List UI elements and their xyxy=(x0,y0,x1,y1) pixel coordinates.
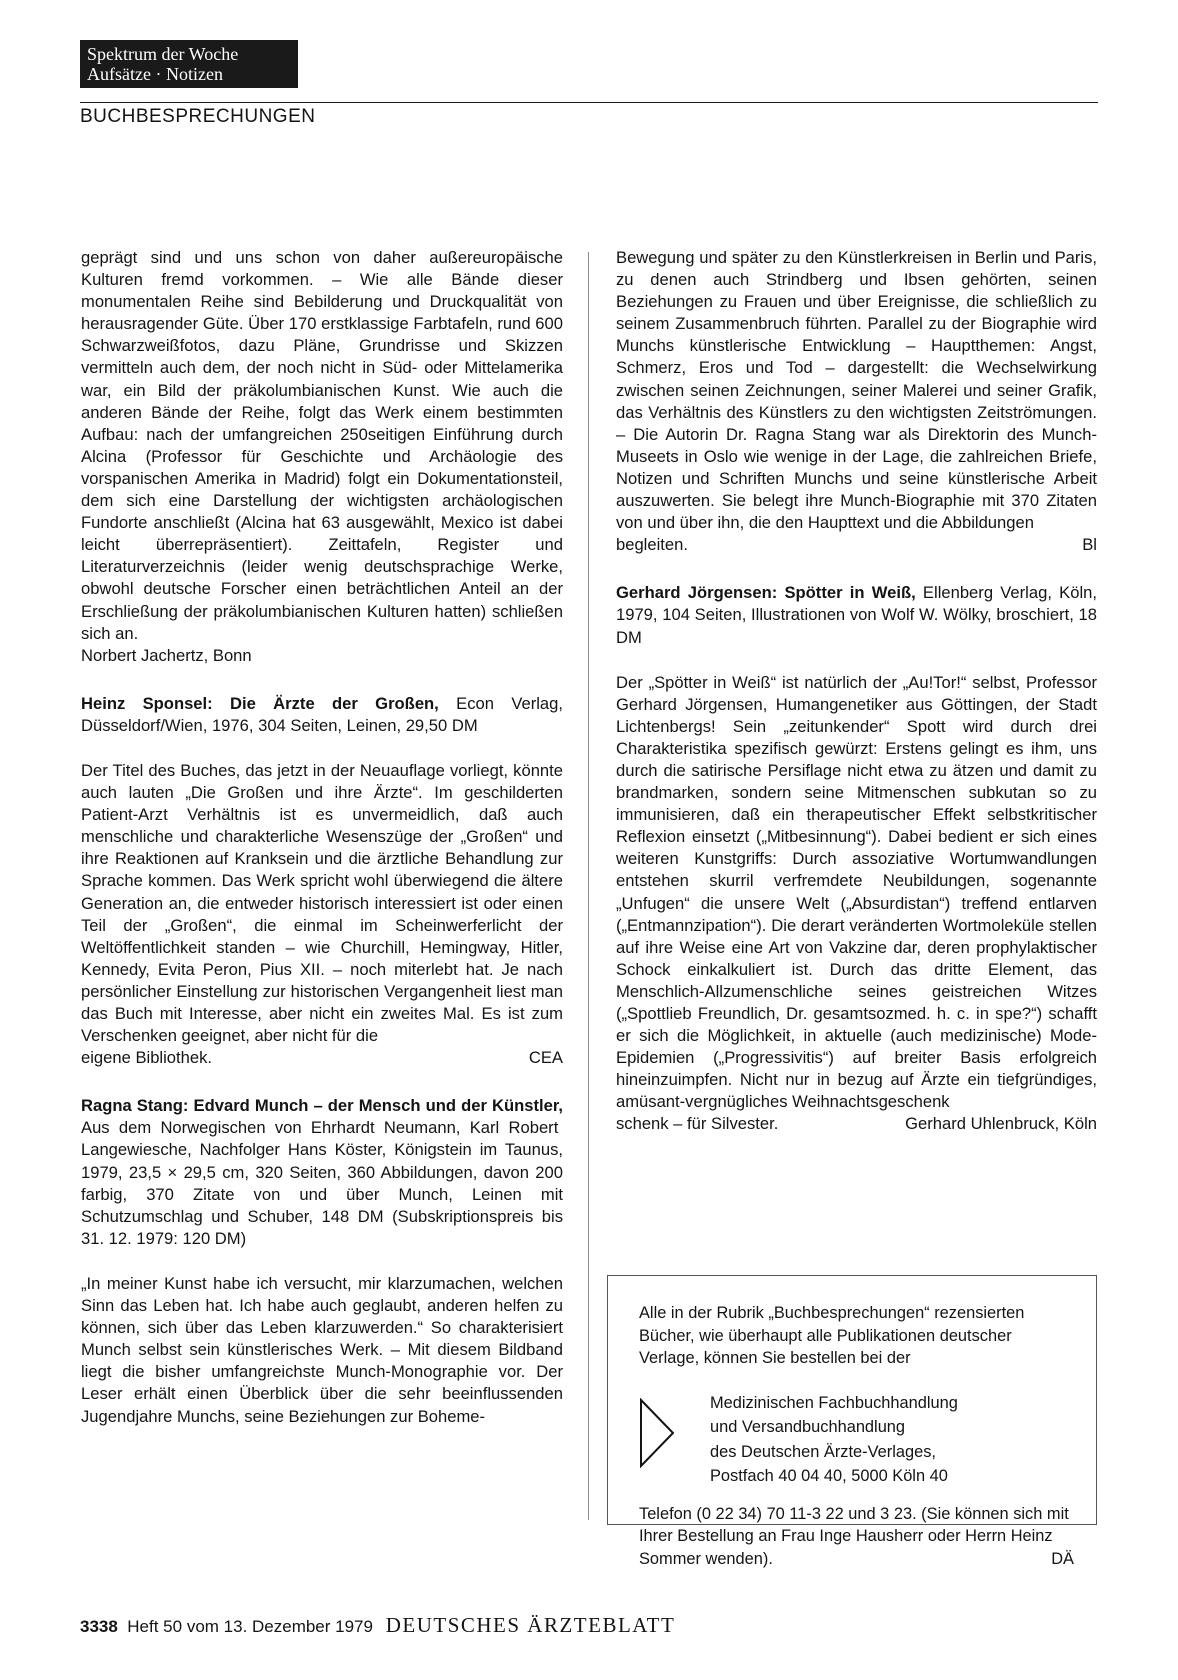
review3-body: „In meiner Kunst habe ich versucht, mir klarzumachen, welchen Sinn das Leben hat. Ich habe auch geglaubt, anderen helfen zu können, sich über das Leben klarzuwerden.“ So charakterisiert Munch selbst sein künstlerisches Werk. – Mit diesem Bildband liegt die bisher umfangreichste Munch-Monographie vor. Der Leser erhält einen Überblick über die sehr beeinflussenden Jugendjahre Munchs, seine Beziehungen zur Boheme- xyxy=(81,1273,563,1426)
review2-body: Der Titel des Buches, das jetzt in der Neuauflage vorliegt, könnte auch lauten „Die Großen und ihre Ärzte“. Im geschilderten Patient-Arzt Verhältnis ist es unvermeidlich, daß auch menschliche und charakterliche Wesenszüge der „Großen“ und ihre Reaktionen auf Kranksein und die ärztliche Behandlung zur Sprache kommen. Das Werk spricht wohl überwiegend die ältere Generation an, die entweder historisch interessiert ist oder einen Teil der „Großen“, die einmal im Scheinwerferlicht der Weltöffentlichkeit standen – wie Churchill, Hemingway, Hitler, Kennedy, Evita Peron, Pius XII. – noch miterlebt hat. Je nach persönlicher Einstellung zur historischen Vergangenheit liest man das Buch mit Interesse, aber nicht ein zweites Mal. Es ist zum Verschenken geeignet, aber nicht für die xyxy=(81,760,563,1046)
order-address xyxy=(639,1391,1074,1489)
section-label-line1: Spektrum der Woche xyxy=(87,44,239,64)
review3-signature: Bl xyxy=(1082,535,1097,555)
address-line: Postfach 40 04 40, 5000 Köln 40 xyxy=(710,1467,948,1485)
contact-text: Telefon (0 22 34) 70 11-3 22 und 3 23. (Sie können sich mit Ihrer Bestellung an Frau Inge Hausherr oder Herrn Heinz Sommer wenden). xyxy=(639,1504,1069,1568)
journal-title: DEUTSCHES ÄRZTEBLATT xyxy=(385,1613,676,1637)
order-info-box xyxy=(607,1275,1097,1568)
review4-signature: Gerhard Uhlenbruck, Köln xyxy=(905,1114,1097,1134)
page-number: 3338 xyxy=(80,1617,118,1636)
right-column xyxy=(616,247,1097,1136)
review4-last-row xyxy=(616,1113,1097,1135)
address-line: und Versandbuchhandlung xyxy=(710,1418,906,1436)
review3-last-row xyxy=(616,534,1097,556)
header-rule xyxy=(80,102,1098,103)
review3-meta: Aus dem Norwegischen von Ehrhardt Neumann, Karl Robert Langewiesche, Nachfolger Hans Köster, Königstein im Taunus, 1979, 23,5 × 29,5 cm, 320 Seiten, 360 Abbildungen, davon 200 farbig, 370 Zitate von und über Munch, Leinen mit Schutzumschlag und Schuber, 148 DM (Subskriptionspreis bis 31. 12. 1979: 120 DM) xyxy=(81,1118,563,1248)
order-intro: Alle in der Rubrik „Buchbesprechungen“ rezensierten Bücher, wie überhaupt alle Publikationen deutscher Verlage, können Sie bestellen bei der xyxy=(639,1304,1025,1367)
review3-title: Ragna Stang: Edvard Munch – der Mensch und der Künstler, xyxy=(81,1096,563,1116)
address-line: des Deutschen Ärzte-Verlages, xyxy=(710,1442,936,1461)
review4-last-line: schenk – für Silvester. xyxy=(616,1114,779,1134)
review4-heading xyxy=(616,582,1097,648)
section-label-line2: Aufsätze · Notizen xyxy=(87,64,223,84)
order-contact xyxy=(639,1503,1074,1571)
left-column xyxy=(81,247,563,1428)
review2-title: Heinz Sponsel: Die Ärzte der Großen, xyxy=(81,693,439,713)
address-lines xyxy=(710,1391,958,1489)
play-triangle-icon xyxy=(639,1391,710,1489)
review2-last-line: eigene Bibliothek. xyxy=(81,1048,212,1068)
category-heading: BUCHBESPRECHUNGEN xyxy=(80,106,316,127)
review1-signature: Norbert Jachertz, Bonn xyxy=(81,645,252,665)
review3-heading xyxy=(81,1095,563,1250)
review4-meta: Ellenberg Verlag, Köln, 1979, 104 Seiten, Illustrationen von Wolf W. Wölky, broschiert, 18 DM xyxy=(616,583,1097,647)
column-divider xyxy=(588,252,589,1520)
review2-meta: Econ Verlag, Düsseldorf/Wien, 1976, 304 Seiten, Leinen, 29,50 DM xyxy=(81,693,563,735)
review4-title: Gerhard Jörgensen: Spötter in Weiß, xyxy=(616,583,916,603)
review1-body: geprägt sind und uns schon von daher außereuropäische Kulturen fremd vorkommen. – Wie alle Bände dieser monumentalen Reihe sind Bebilderung und Druckqualität von herausragender Güte. Über 170 erstklassige Farbtafeln, rund 600 Schwarzweißfotos, dazu Pläne, Grundrisse und Skizzen vermitteln auch dem, der noch nicht in Süd- oder Mittelamerika war, ein Bild der präkolumbianischen Kunst. Wie auch die anderen Bände der Reihe, folgt das Werk einem bestimmten Aufbau: nach der umfangreichen 250seitigen Einführung durch Alcina (Professor für Geschichte und Archäologie des vorspanischen Amerika in Madrid) folgt ein Dokumentationsteil, dem sich eine Darstellung der wichtigsten archäologischen Fundorte anschließt (Alcina hat 63 ausgewählt, Mexico ist dabei leicht überrepräsentiert). Zeittafeln, Register und Literaturverzeichnis (leider wenig deutschsprachige Werke, obwohl deutsche Forscher einen beträchtlichen Anteil an der Erschließung der präkolumbianischen Kulturen hatten) schließen sich an. xyxy=(81,248,563,643)
order-signature: DÄ xyxy=(1051,1549,1074,1568)
review2-heading xyxy=(81,693,563,737)
review2-signature: CEA xyxy=(528,1048,563,1068)
address-line: Medizinischen Fachbuchhandlung xyxy=(710,1393,958,1412)
section-label xyxy=(80,40,298,88)
issue-info: Heft 50 vom 13. Dezember 1979 xyxy=(127,1617,373,1636)
review3-last-line: begleiten. xyxy=(616,535,688,555)
review2-last-row xyxy=(81,1047,563,1069)
review3-continued: Bewegung und später zu den Künstlerkreisen in Berlin und Paris, zu denen auch Strindberg und Ibsen gehörten, seinen Beziehungen zu Frauen und über Ereignisse, die schließlich zu seinem Zusammenbruch führten. Parallel zu der Biographie wird Munchs künstlerische Entwicklung – Hauptthemen: Angst, Schmerz, Eros und Tod – dargestellt: die Wechselwirkung zwischen seinen Zeichnungen, seiner Malerei und seiner Grafik, das Verhältnis des Künstlers zu den wichtigsten Zeitströmungen. – Die Autorin Dr. Ragna Stang war als Direktorin des Munch-Museets in Oslo wie wenige in der Lage, die zahlreichen Briefe, Notizen und Schriften Munchs und seine künstlerische Arbeit auszuwerten. Sie belegt ihre Munch-Biographie mit 370 Zitaten von und über ihn, die den Haupttext und die Abbildungen xyxy=(616,248,1097,533)
review4-body: Der „Spötter in Weiß“ ist natürlich der „Au!Tor!“ selbst, Professor Gerhard Jörgensen, Humangenetiker aus Göttingen, der Stadt Lichtenbergs! Sein „zeitunkender“ Spott wird durch drei Charakteristika spezifisch gewürzt: Erstens gelingt es ihm, uns durch die satirische Persiflage nicht etwa zu ätzen und damit zu brandmarken, sondern seine Mitmenschen subkutan so zu immunisieren, daß ein therapeutischer Effekt selbstkritischer Reflexion einsetzt („Mitbesinnung“). Dabei bedient er sich eines weiteren Kunstgriffs: Durch assoziative Wortumwandlungen entstehen skurril verfremdete Neubildungen, sogenannte „Unfugen“ die unsere Welt („Absurdistan“) treffend entlarven („Entmannzipation“). Die derart veränderten Wortmoleküle stellen auf ihre Weise eine Art von Vakzine dar, deren prophylaktischer Schock einkalkuliert ist. Durch das dritte Element, das Menschlich-Allzumenschliche seines geistreichen Witzes („Spottlieb Freundlich, Dr. gesamtsozmed. h. c. in spe?“) schafft er sich die Möglichkeit, in aktuelle (auch medizinische) Mode-Epidemien („Progressivitis“) auf breiter Basis erfolgreich hineinzuimpfen. Nicht nur in bezug auf Ärzte ein tiefgründiges, amüsant-vergnügliches Weihnachtsgeschenk xyxy=(616,672,1097,1112)
page-footer xyxy=(80,1613,675,1638)
